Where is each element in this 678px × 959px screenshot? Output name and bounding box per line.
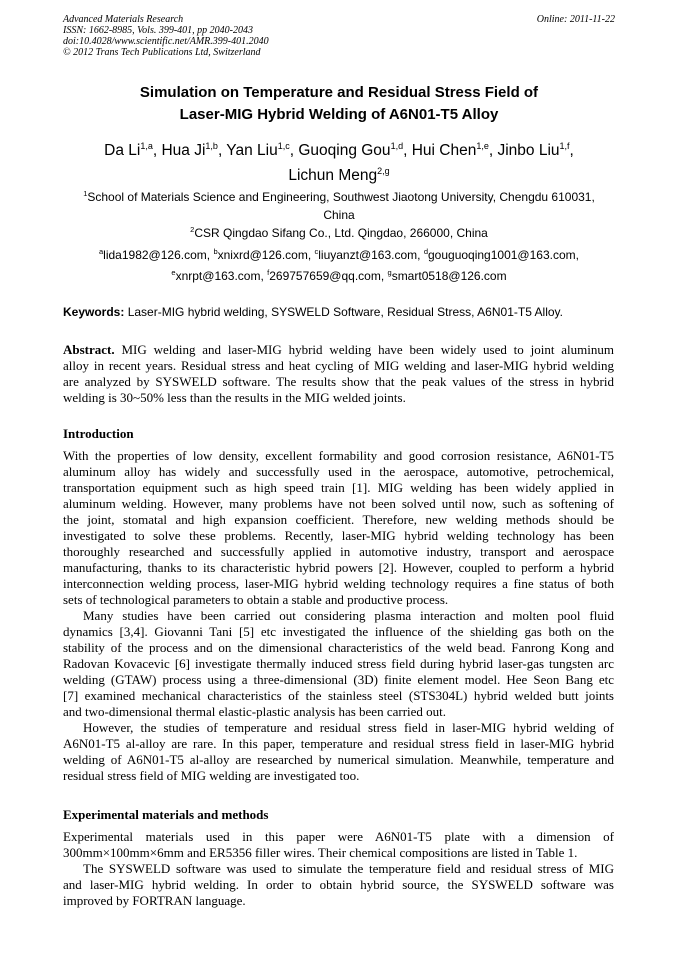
title-line-1: Simulation on Temperature and Residual Stress Field of xyxy=(139,84,539,101)
email-address[interactable]: lida1982@126.com xyxy=(103,248,207,262)
intro-paragraph-2 xyxy=(63,608,614,720)
authors-line-1: Da Li$^{1,a}$, Hua Ji$^{1,b}$, Yan Liu$^{1,c}$, Guoqing Gou$^{1,d}$, Hui Chen$^{1,e}$, Jinbo Liu$^{1,f}$, xyxy=(104,141,574,159)
affiliation-sup: 1 xyxy=(83,189,88,198)
text-line: aluminum welding. However, many problems have not been solved until now, such as softening of xyxy=(63,496,614,511)
email-sup: g xyxy=(387,268,392,277)
issn-line: ISSN: 1662-8985, Vols. 399-401, pp 2040-2043 xyxy=(63,25,253,36)
author-name: Guoqing Gou xyxy=(298,142,391,159)
text-line: welding of A6N01-T5 al-alloy are researched by numerical simulation. Meanwhile, temperature and xyxy=(63,752,614,767)
text-line: With the properties of low density, excellent formability and good corrosion resistance, A6N01-T5 xyxy=(63,448,614,463)
email-sup: d xyxy=(423,247,428,256)
keywords-label: Keywords: xyxy=(63,305,125,319)
affiliation-text: CSR Qingdao Sifang Co., Ltd. Qingdao, 266000, China xyxy=(194,226,488,240)
intro-paragraph-3 xyxy=(63,720,614,784)
email-line-1: $^a$lida1982@126.com, $^b$xnixrd@126.com, $^c$liuyanzt@163.com, $^d$gouguoqing1001@163.com, xyxy=(99,247,579,262)
text-line: [7] examined mechanical characteristics of the stainless steel (STS304L) hybrid welded butt joints xyxy=(63,688,614,703)
text-line: and two-dimensional thermal elastic-plastic analysis has been carried out. xyxy=(63,704,447,719)
text-line: 300mm×100mm×6mm and ER5356 filler wires. Their chemical compositions are listed in Table 1. xyxy=(63,845,578,860)
publication-info xyxy=(63,14,615,58)
author-sup: 1,e xyxy=(476,141,489,151)
copyright-line: © 2012 Trans Tech Publications Ltd, Switzerland xyxy=(63,47,261,58)
affiliation-1 xyxy=(63,189,615,224)
author-name: Jinbo Liu xyxy=(497,142,560,159)
author-name: Lichun Meng xyxy=(288,167,378,184)
authors-line-2 xyxy=(63,164,615,189)
author-sup: 2,g xyxy=(377,166,390,176)
email-address[interactable]: smart0518@126.com xyxy=(391,269,507,283)
running-header xyxy=(63,14,615,58)
abstract-line: are analyzed by SYSWELD software. The results show that the peak values of the stress in hybrid xyxy=(63,374,614,389)
text-line: residual stress field of MIG welding are investigated too. xyxy=(63,768,360,783)
text-line: Radovan Kovacevic [6] investigate thermally induced stress field during hybrid laser-gas tungsten arc xyxy=(63,656,614,671)
keywords-text: Laser-MIG hybrid welding, SYSWELD Software, Residual Stress, A6N01-T5 Alloy. xyxy=(127,305,563,319)
text-line: investigated to solve these problems. Recently, laser-MIG hybrid welding technology has been xyxy=(63,528,614,543)
text-line: Many studies have been carried out considering plasma interaction and molten pool fluid xyxy=(83,608,614,623)
affiliation-text: China xyxy=(323,208,355,222)
abstract-line: MIG welding and laser-MIG hybrid welding have been widely used to joint aluminum xyxy=(114,342,614,357)
text-line: Experimental materials used in this paper were A6N01-T5 plate with a dimension of xyxy=(63,829,614,844)
text-line: dynamics [3,4]. Giovanni Tani [5] etc investigated the influence of the shielding gas both on the xyxy=(63,624,614,639)
text-line: The SYSWELD software was used to simulate the temperature field and residual stress of MIG xyxy=(83,861,614,876)
email-sup: f xyxy=(267,268,270,277)
author-name: Yan Liu xyxy=(226,142,278,159)
section-heading-methods: Experimental materials and methods xyxy=(63,807,269,822)
author-sup: 1,a xyxy=(140,141,153,151)
text-line: the joint, stomatal and high expansion coefficient. Therefore, new welding methods should be xyxy=(63,512,614,527)
email-address[interactable]: gouguoqing1001@163.com xyxy=(428,248,576,262)
section-heading-introduction: Introduction xyxy=(63,426,134,441)
author-name: Hui Chen xyxy=(411,142,477,159)
email-address[interactable]: 269757659@qq.com xyxy=(269,269,381,283)
journal-name: Advanced Materials Research xyxy=(63,14,184,25)
author-sup: 1,b xyxy=(205,141,218,151)
abstract-label: Abstract. xyxy=(63,342,115,357)
affiliation-2 xyxy=(63,225,615,243)
text-line: sets of technological parameters to obtain a stable and productive process. xyxy=(63,592,449,607)
text-line: aluminum alloy has widely and successfully used in the aerospace, automotive, petrochemical, xyxy=(63,464,614,479)
email-address[interactable]: xnrpt@163.com xyxy=(175,269,261,283)
text-line: stability of the process and on the dimensional characteristics of the weld bead. Fanrong Kong and xyxy=(63,640,614,655)
affiliation-sup: 2 xyxy=(190,225,195,234)
email-sup: b xyxy=(213,247,218,256)
keywords xyxy=(63,304,623,320)
author-sup: 1,f xyxy=(559,141,570,151)
text-line: However, the studies of temperature and residual stress field in laser-MIG hybrid welding of xyxy=(83,720,614,735)
author-name: Hua Ji xyxy=(161,142,206,159)
doi-line: doi:10.4028/www.scientific.net/AMR.399-401.2040 xyxy=(63,36,269,47)
abstract xyxy=(63,342,614,406)
email-address[interactable]: liuyanzt@163.com xyxy=(318,248,418,262)
text-line: welding (GTAW) process using a three-dimensional (3D) finite element model. Hee Seon Bang etc xyxy=(63,672,614,687)
online-date: Online: 2011-11-22 xyxy=(536,14,615,25)
affiliation-text: School of Materials Science and Engineering, Southwest Jiaotong University, Chengdu 610031, xyxy=(87,190,595,204)
paper-title xyxy=(63,82,615,126)
email-address[interactable]: xnixrd@126.com xyxy=(217,248,308,262)
email-sup: a xyxy=(99,247,104,256)
text-line: manufacturing, thanks to its characteristic hybrid powers [2]. However, coupled to perform a hybrid xyxy=(63,560,614,575)
author-name: Da Li xyxy=(104,142,141,159)
methods-paragraph-1 xyxy=(63,829,614,861)
text-line: A6N01-T5 al-alloy are rare. In this paper, temperature and residual stress field in laser-MIG hybrid xyxy=(63,736,614,751)
author-sup: 1,c xyxy=(277,141,290,151)
text-line: interconnection welding process, laser-MIG hybrid welding technology requires a fine status of both xyxy=(63,576,614,591)
email-sup: c xyxy=(314,247,319,256)
email-line-2: $^e$xnrpt@163.com, $^f$269757659@qq.com, $^g$smart0518@126.com xyxy=(171,268,507,283)
email-sup: e xyxy=(171,268,176,277)
author-sup: 1,d xyxy=(390,141,404,151)
methods-paragraph-2 xyxy=(63,861,614,909)
author-list xyxy=(63,139,615,189)
abstract-line: welding is 30~50% less than the results in the MIG welded joints. xyxy=(63,390,406,405)
intro-paragraph-1 xyxy=(63,448,614,608)
text-line: and laser-MIG hybrid welding. In order to obtain hybrid source, the SYSWELD software was xyxy=(63,877,614,892)
text-line: thoroughly researched and successfully applied in automotive industry, transport and aerospace xyxy=(63,544,614,559)
text-line: transportation equipment such as high speed train [1]. MIG welding has been widely applied in xyxy=(63,480,614,495)
text-line: improved by FORTRAN language. xyxy=(63,893,246,908)
abstract-line: alloy in recent years. Residual stress and heat cycling of MIG welding and laser-MIG hybrid welding xyxy=(63,358,614,373)
title-line-2: Laser-MIG Hybrid Welding of A6N01-T5 Alloy xyxy=(179,106,499,123)
